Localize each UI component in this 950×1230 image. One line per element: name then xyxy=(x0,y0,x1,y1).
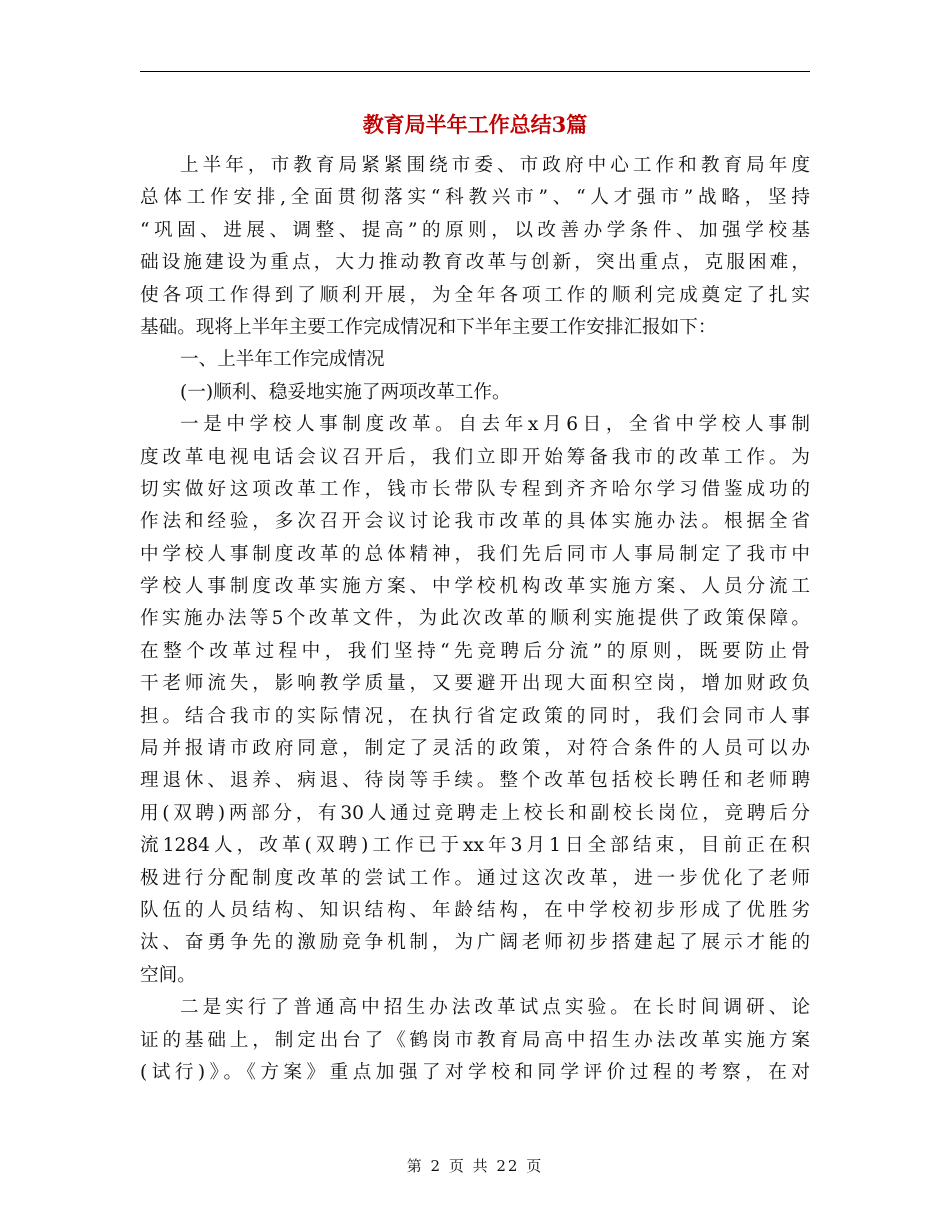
text-line: 在整个改革过程中，我们坚持“先竞聘后分流”的原则，既要防止骨 xyxy=(140,640,810,662)
document-title: 教育局半年工作总结3篇 xyxy=(362,112,588,137)
text-line: 流1284人，改革(双聘)工作已于xx年3月1日全部结束，目前正在积 xyxy=(140,835,810,857)
text-line: 学校人事制度改革实施方案、中学校机构改革实施方案、人员分流工 xyxy=(140,576,810,598)
page-footer: 第 2 页 共 22 页 xyxy=(406,1157,544,1175)
section-heading xyxy=(140,344,810,376)
text-line: 队伍的人员结构、知识结构、年龄结构，在中学校初步形成了优胜劣 xyxy=(140,899,810,921)
text-line: 作法和经验，多次召开会议讨论我市改革的具体实施办法。根据全省 xyxy=(140,511,810,533)
text-line: 总体工作安排,全面贯彻落实“科教兴市”、“人才强市”战略，坚持 xyxy=(140,187,810,209)
text-line: 局并报请市政府同意，制定了灵活的政策，对符合条件的人员可以办 xyxy=(140,738,810,760)
text-line: 空间。 xyxy=(140,964,196,986)
text-line: 度改革电视电话会议召开后，我们立即开始筹备我市的改革工作。为 xyxy=(140,446,810,468)
text-line: 基础。现将上半年主要工作完成情况和下半年主要工作安排汇报如下： xyxy=(140,316,717,338)
text-line: (试行)》。《方案》重点加强了对学校和同学评价过程的考察，在对 xyxy=(140,1061,810,1083)
text-line: 中学校人事制度改革的总体精神，我们先后同市人事局制定了我市中 xyxy=(140,543,810,565)
text-line: “巩固、进展、调整、提高”的原则，以改善办学条件、加强学校基 xyxy=(140,219,810,241)
text-line: (一)顺利、稳妥地实施了两项改革工作。 xyxy=(180,381,511,403)
text-line: 极进行分配制度改革的尝试工作。通过这次改革，进一步优化了老师 xyxy=(140,867,810,889)
paragraph-reform-1 xyxy=(140,409,810,992)
text-line: 上半年，市教育局紧紧围绕市委、市政府中心工作和教育局年度 xyxy=(180,155,810,176)
subsection-heading xyxy=(140,377,810,409)
document-body xyxy=(140,150,810,1089)
text-line: 证的基础上，制定出台了《鹤岗市教育局高中招生办法改革实施方案 xyxy=(140,1029,810,1051)
text-line: 干老师流失，影响教学质量，又要避开出现大面积空岗，增加财政负 xyxy=(140,673,810,695)
text-line: 二是实行了普通高中招生办法改革试点实验。在长时间调研、论 xyxy=(180,997,810,1019)
paragraph-reform-2 xyxy=(140,992,810,1089)
header-rule xyxy=(140,71,810,72)
text-line: 切实做好这项改革工作，钱市长带队专程到齐齐哈尔学习借鉴成功的 xyxy=(140,478,810,500)
text-line: 础设施建设为重点，大力推动教育改革与创新，突出重点，克服困难， xyxy=(140,252,810,274)
text-line: 使各项工作得到了顺利开展，为全年各项工作的顺利完成奠定了扎实 xyxy=(140,284,810,306)
text-line: 一、上半年工作完成情况 xyxy=(180,349,385,371)
paragraph-intro xyxy=(140,150,810,344)
text-line: 作实施办法等5个改革文件，为此次改革的顺利实施提供了政策保障。 xyxy=(140,608,810,630)
text-line: 汰、奋勇争先的激励竞争机制，为广阔老师初步搭建起了展示才能的 xyxy=(140,932,810,954)
text-line: 一是中学校人事制度改革。自去年x月6日，全省中学校人事制 xyxy=(180,414,810,436)
text-line: 用(双聘)两部分，有30人通过竞聘走上校长和副校长岗位，竞聘后分 xyxy=(140,802,810,824)
text-line: 理退休、退养、病退、待岗等手续。整个改革包括校长聘任和老师聘 xyxy=(140,770,810,792)
text-line: 担。结合我市的实际情况，在执行省定政策的同时，我们会同市人事 xyxy=(140,705,810,727)
